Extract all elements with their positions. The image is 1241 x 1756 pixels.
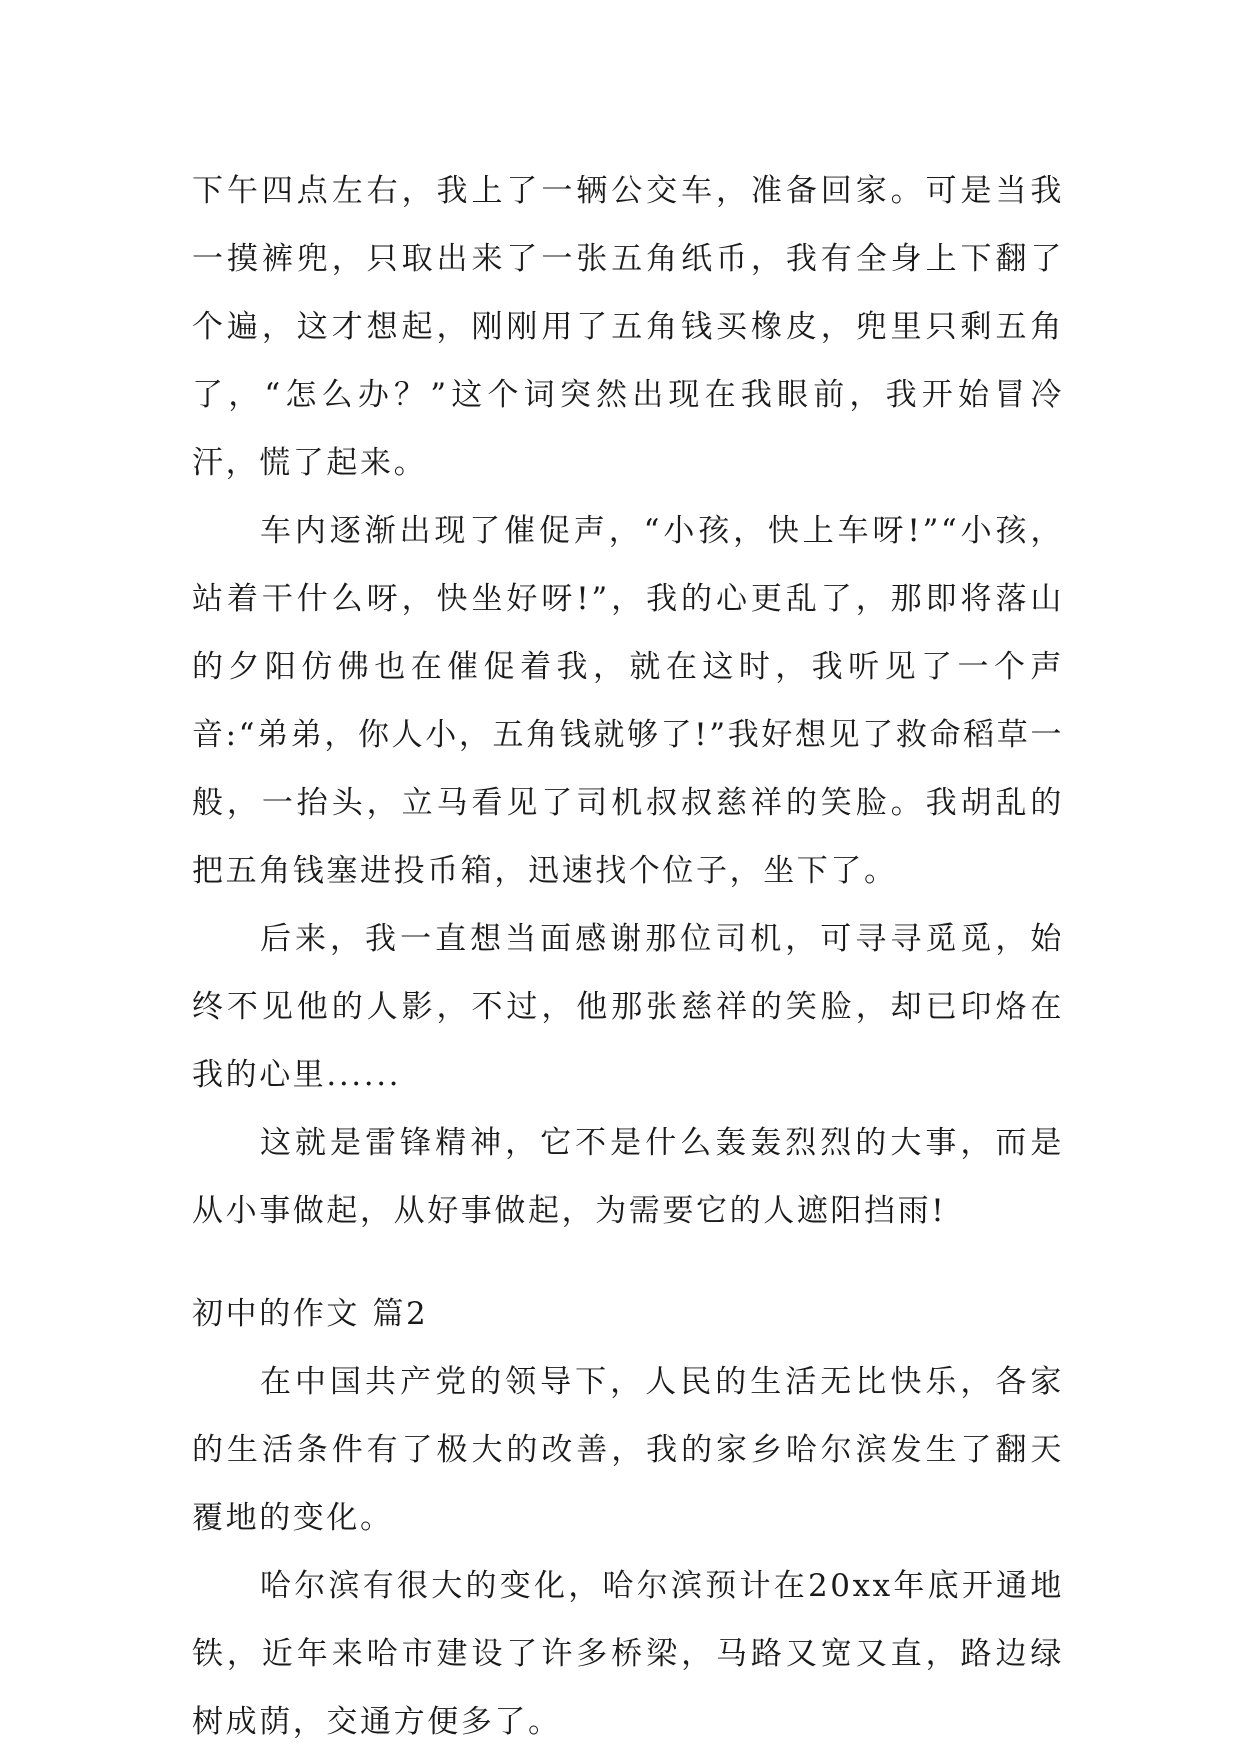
paragraph-gratitude: 后来，我一直想当面感谢那位司机，可寻寻觅觅，始终不见他的人影，不过，他那张慈祥的笑脸，却已印烙在我的心里...... [192,921,1064,1093]
essay-heading: 初中的作文 篇2 [192,1296,429,1332]
paragraph-bus-ride: 下午四点左右，我上了一辆公交车，准备回家。可是当我一摸裤兜，只取出来了一张五角纸币，我有全身上下翻了个遍，这才想起，刚刚用了五角钱买橡皮，兜里只剩五角了，“怎么办？”这个词突然出现在我眼前，我开始冒冷汗，慌了起来。 [192,173,1064,481]
document-page [192,157,1064,1756]
paragraph-harbin-transport: 哈尔滨有很大的变化，哈尔滨预计在20xx年底开通地铁，近年来哈市建设了许多桥梁，马路又宽又直，路边绿树成荫，交通方便多了。 [192,1568,1064,1740]
paragraph-driver-help: 车内逐渐出现了催促声，“小孩，快上车呀!”“小孩，站着干什么呀，快坐好呀!”，我的心更乱了，那即将落山的夕阳仿佛也在催促着我，就在这时，我听见了一个声音:“弟弟，你人小，五角钱就够了!”我好想见了救命稻草一般，一抬头，立马看见了司机叔叔慈祥的笑脸。我胡乱的把五角钱塞进投币箱，迅速找个位子，坐下了。 [192,513,1064,889]
paragraph-leifeng-spirit: 这就是雷锋精神，它不是什么轰轰烈烈的大事，而是从小事做起，从好事做起，为需要它的人遮阳挡雨! [192,1125,1064,1229]
paragraph-harbin-change: 在中国共产党的领导下，人民的生活无比快乐，各家的生活条件有了极大的改善，我的家乡哈尔滨发生了翻天覆地的变化。 [192,1364,1064,1536]
